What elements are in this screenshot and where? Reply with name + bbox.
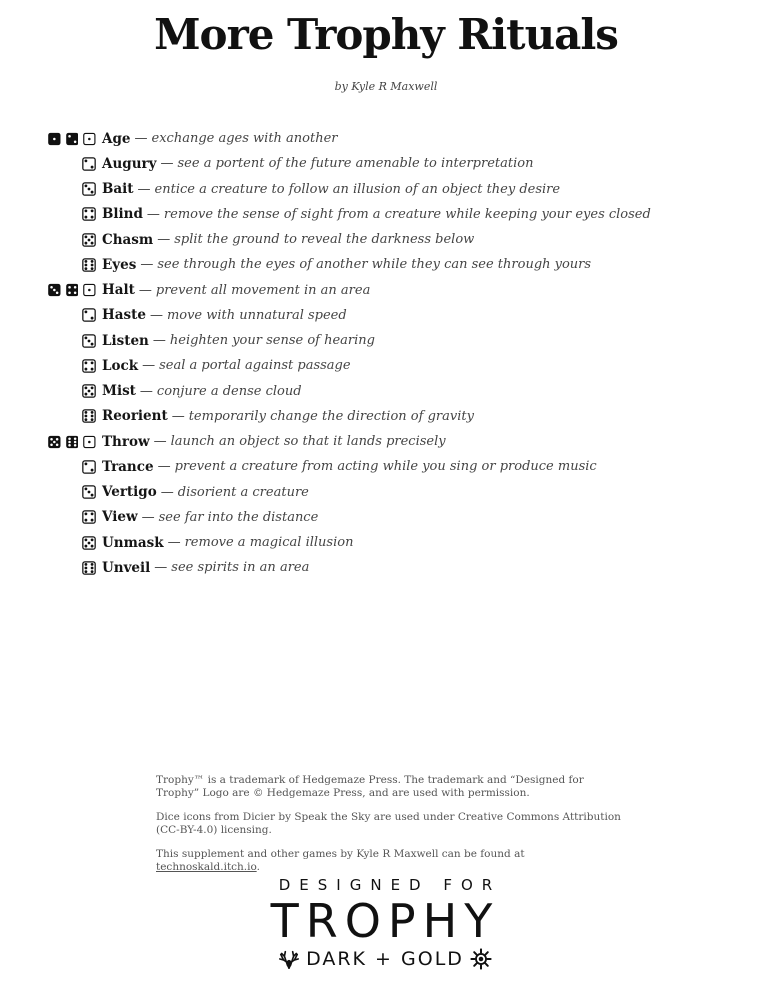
ritual-description: disorient a creature [177,484,309,500]
ritual-name: Augury [102,155,157,172]
trademark-notice: Trophy™ is a trademark of Hedgemaze Press. The trademark and “Designed for Trophy” Logo are © Hedgemaze Press, and are used with permission. [156,774,584,799]
ritual-dice [48,233,96,247]
filled-die-1-icon [48,132,61,146]
ritual-description: launch an object so that it lands precisely [170,434,446,450]
ritual-dash: — [138,282,152,298]
itch-link[interactable]: technoskald.itch.io [156,860,257,873]
ritual-dash: — [160,156,174,172]
ritual-name: Vertigo [102,484,157,501]
ritual-dash: — [134,131,148,147]
ritual-dice [48,536,96,550]
ritual-name: Trance [102,458,154,475]
ritual-dash: — [157,459,171,475]
outline-die-6-icon [82,561,96,575]
ritual-dice [48,359,96,373]
ritual-dice [48,283,96,297]
ritual-description: exchange ages with another [151,131,338,147]
ritual-name: Unmask [102,534,164,551]
ritual-row [48,505,748,530]
logo-dark-gold [260,948,510,970]
outline-die-6-icon [82,258,96,272]
outline-die-5-icon [82,536,96,550]
ritual-dash: — [154,560,168,576]
outline-die-2-icon [82,460,96,474]
outline-die-4-icon [82,510,96,524]
ritual-dash: — [139,383,153,399]
ritual-row [48,202,748,227]
ritual-description: heighten your sense of hearing [169,333,375,349]
ritual-row [48,252,748,277]
ritual-dice [48,409,96,423]
ritual-name: Throw [102,433,150,450]
outline-die-2-icon [82,157,96,171]
ritual-description: entice a creature to follow an illusion of an object they desire [154,181,561,197]
ritual-dash: — [140,257,154,273]
ritual-description: prevent a creature from acting while you sing or produce music [174,459,597,475]
ritual-row [48,353,748,378]
ritual-dice [48,384,96,398]
ritual-name: Bait [102,181,134,198]
ritual-description: conjure a dense cloud [156,383,302,399]
ritual-row [48,429,748,454]
ritual-name: Eyes [102,256,137,273]
ritual-row [48,379,748,404]
ritual-dice [48,561,96,575]
ritual-row [48,530,748,555]
outline-die-1-icon [83,132,96,146]
filled-die-6-icon [66,435,79,449]
ritual-dice [48,485,96,499]
ritual-name: Listen [102,332,149,349]
ritual-description: move with unnatural speed [166,307,347,323]
ritual-dash: — [142,358,156,374]
logo-trophy: TROPHY [270,894,500,948]
ritual-description: remove the sense of sight from a creature while keeping your eyes closed [163,206,651,222]
ritual-description: see spirits in an area [171,560,310,576]
ritual-dash: — [152,333,166,349]
ritual-description: seal a portal against passage [159,358,351,374]
outline-die-4-icon [82,359,96,373]
outline-die-3-icon [82,182,96,196]
ritual-name: Haste [102,307,146,324]
ritual-dash: — [146,206,160,222]
filled-die-2-icon [66,132,79,146]
filled-die-4-icon [66,283,79,297]
outline-die-3-icon [82,334,96,348]
outline-die-2-icon [82,308,96,322]
page-title: More Trophy Rituals [154,10,618,59]
ritual-dice [48,510,96,524]
availability-notice [156,848,626,873]
outline-die-5-icon [82,384,96,398]
designed-for-trophy-logo [260,876,510,970]
outline-die-4-icon [82,207,96,221]
ritual-dice [48,207,96,221]
ritual-name: Age [102,130,131,147]
ritual-description: temporarily change the direction of gravity [188,408,474,424]
ritual-row [48,126,748,151]
ritual-row [48,151,748,176]
ritual-name: Blind [102,206,143,223]
ritual-dice [48,258,96,272]
filled-die-5-icon [48,435,61,449]
ritual-dice [48,157,96,171]
ritual-row [48,404,748,429]
ritual-dash: — [157,232,171,248]
ritual-description: see far into the distance [158,509,319,525]
availability-text: This supplement and other games by Kyle R Maxwell can be found at [156,848,525,860]
ritual-name: Chasm [102,231,154,248]
ritual-description: see through the eyes of another while they can see through yours [157,257,592,273]
logo-designed-for: DESIGNED FOR [278,876,502,894]
ritual-name: Unveil [102,559,151,576]
ritual-dash: — [171,408,185,424]
ritual-dice [48,308,96,322]
availability-suffix: . [256,860,260,873]
ritual-dash: — [141,509,155,525]
ritual-name: View [102,509,138,526]
ritual-name: Lock [102,357,139,374]
outline-die-3-icon [82,485,96,499]
ritual-dice [48,435,96,449]
ritual-dash: — [167,535,181,551]
ritual-dice [48,460,96,474]
ritual-description: see a portent of the future amenable to interpretation [177,156,534,172]
ritual-row [48,303,748,328]
ritual-row [48,177,748,202]
ritual-row [48,227,748,252]
ritual-row [48,454,748,479]
outline-die-1-icon [83,283,96,297]
filled-die-3-icon [48,283,61,297]
ritual-dash: — [149,307,163,323]
ritual-dash: — [153,434,167,450]
ritual-name: Reorient [102,408,168,425]
ritual-dice [48,182,96,196]
ritual-row [48,480,748,505]
footer [156,774,626,885]
ritual-dash: — [160,484,174,500]
ritual-row [48,555,748,580]
ritual-description: split the ground to reveal the darkness below [174,232,475,248]
dice-credit: Dice icons from Dicier by Speak the Sky are used under Creative Commons Attribution (CC-BY-4.0) licensing. [156,811,621,836]
byline: by Kyle R Maxwell [334,80,438,93]
outline-die-1-icon [83,435,96,449]
ritual-dice [48,334,96,348]
logo-dark-gold-text: DARK + GOLD [306,948,464,970]
ritual-dash: — [137,181,151,197]
outline-die-6-icon [82,409,96,423]
ritual-row [48,278,748,303]
ritual-dice [48,132,96,146]
ritual-row [48,328,748,353]
antlers-icon [278,948,300,970]
ritual-name: Halt [102,282,135,299]
ritual-description: remove a magical illusion [184,535,354,551]
ritual-description: prevent all movement in an area [155,282,371,298]
ritual-list [48,126,748,581]
ritual-name: Mist [102,383,136,400]
sun-icon [470,948,492,970]
outline-die-5-icon [82,233,96,247]
